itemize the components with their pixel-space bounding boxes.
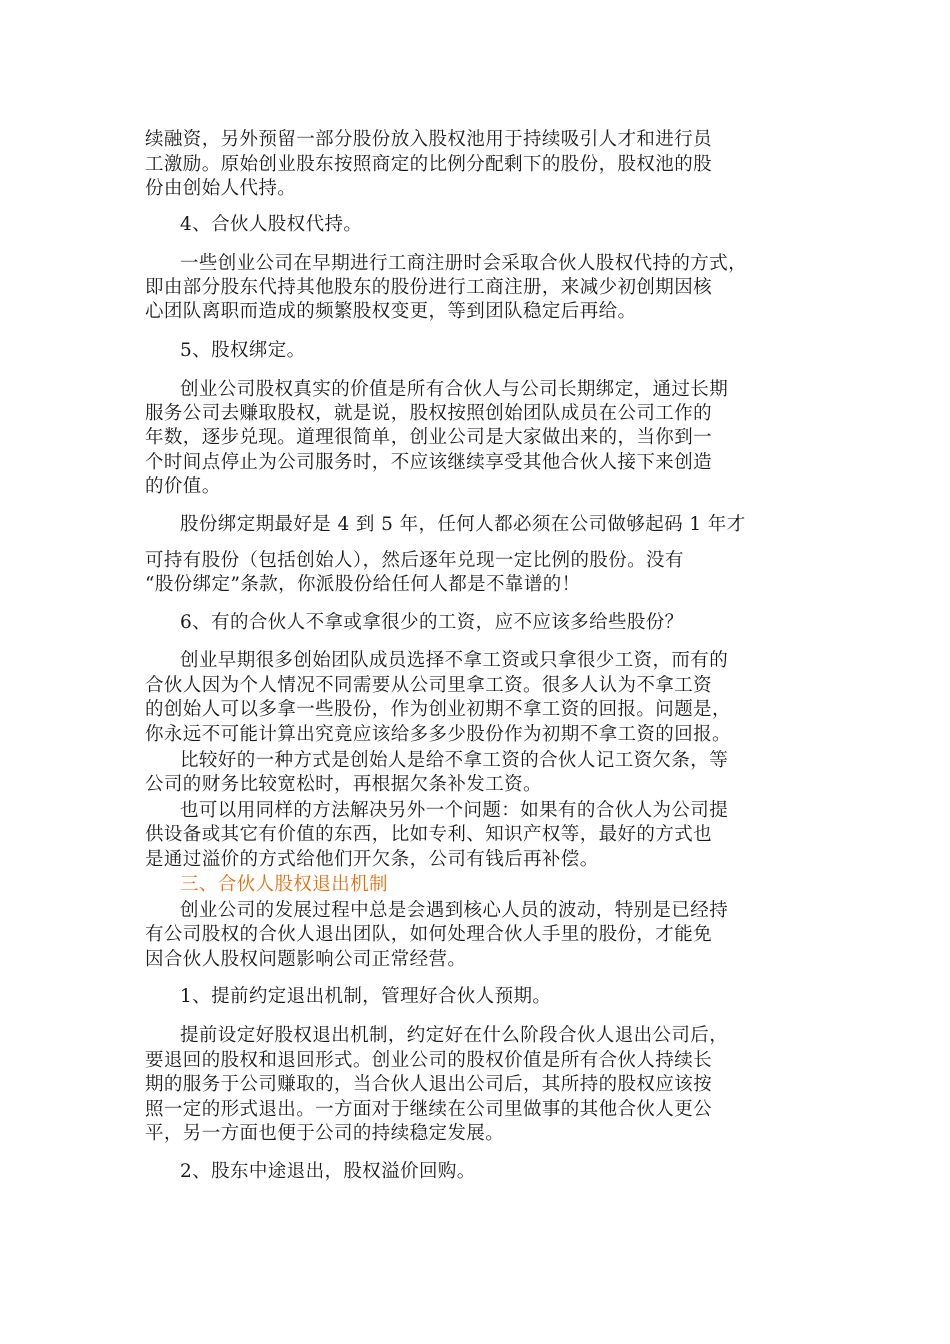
body-line: 的创始人可以多拿一些股份，作为创业初期不拿工资的回报。问题是， [145,699,731,720]
body-line: 即由部分股东代持其他股东的股份进行工商注册，来减少初创期因核 [145,277,713,298]
body-line: 工激励。原始创业股东按照商定的比例分配剩下的股份，股权池的股 [145,154,713,175]
body-line: 公司的财务比较宽松时，再根据欠条补发工资。 [145,774,542,795]
body-line: 股份绑定期最好是 4 到 5 年，任何人都必须在公司做够起码 1 年才 [180,514,746,535]
body-line: 年数，逐步兑现。道理很简单，创业公司是大家做出来的，当你到一 [145,427,713,448]
body-line: 创业早期很多创始团队成员选择不拿工资或只拿很少工资，而有的 [180,650,729,671]
body-line: 提前设定好股权退出机制，约定好在什么阶段合伙人退出公司后， [180,1025,729,1046]
body-line: 创业公司的发展过程中总是会遇到核心人员的波动，特别是已经持 [180,900,729,921]
body-line: 比较好的一种方式是创始人是给不拿工资的合伙人记工资欠条，等 [180,750,729,771]
body-line: 因合伙人股权问题影响公司正常经营。 [145,949,467,970]
section-heading: 2、股东中途退出，股权溢价回购。 [180,1161,476,1182]
chapter-heading: 三、合伙人股权退出机制 [180,874,388,895]
body-line: 要退回的股权和退回形式。创业公司的股权价值是所有合伙人持续长 [145,1050,713,1071]
body-line: 一些创业公司在早期进行工商注册时会采取合伙人股权代持的方式， [180,253,748,274]
section-heading: 1、提前约定退出机制，管理好合伙人预期。 [180,986,552,1007]
body-line: 合伙人因为个人情况不同需要从公司里拿工资。很多人认为不拿工资 [145,675,713,696]
body-line: 个时间点停止为公司服务时，不应该继续享受其他合伙人接下来创造 [145,452,713,473]
body-line: 期的服务于公司赚取的，当合伙人退出公司后，其所持的股权应该按 [145,1074,713,1095]
body-line: 照一定的形式退出。一方面对于继续在公司里做事的其他合伙人更公 [145,1099,713,1120]
body-line: 创业公司股权真实的价值是所有合伙人与公司长期绑定，通过长期 [180,379,729,400]
section-heading: 6、有的合伙人不拿或拿很少的工资，应不应该多给些股份？ [180,612,684,633]
body-line: “股份绑定”条款，你派股份给任何人都是不靠谱的！ [145,574,581,595]
section-heading: 4、合伙人股权代持。 [180,214,363,235]
body-line: 可持有股份（包括创始人），然后逐年兑现一定比例的股份。没有 [145,550,684,571]
body-line: 心团队离职而造成的频繁股权变更，等到团队稳定后再给。 [145,301,637,322]
body-line: 有公司股权的合伙人退出团队，如何处理合伙人手里的股份，才能免 [145,924,713,945]
body-line: 续融资，另外预留一部分股份放入股权池用于持续吸引人才和进行员 [145,129,713,150]
body-line: 服务公司去赚取股权，就是说，股权按照创始团队成员在公司工作的 [145,403,713,424]
body-line: 是通过溢价的方式给他们开欠条，公司有钱后再补偿。 [145,849,599,870]
body-line: 你永远不可能计算出究竟应该给多多少股份作为初期不拿工资的回报。 [145,724,731,745]
section-heading: 5、股权绑定。 [180,340,306,361]
body-line: 平，另一方面也便于公司的持续稳定发展。 [145,1123,505,1144]
body-line: 也可以用同样的方法解决另外一个问题：如果有的合伙人为公司提 [180,800,729,821]
body-line: 供设备或其它有价值的东西，比如专利、知识产权等，最好的方式也 [145,824,713,845]
body-line: 份由创始人代持。 [145,178,297,199]
body-line: 的价值。 [145,476,221,497]
